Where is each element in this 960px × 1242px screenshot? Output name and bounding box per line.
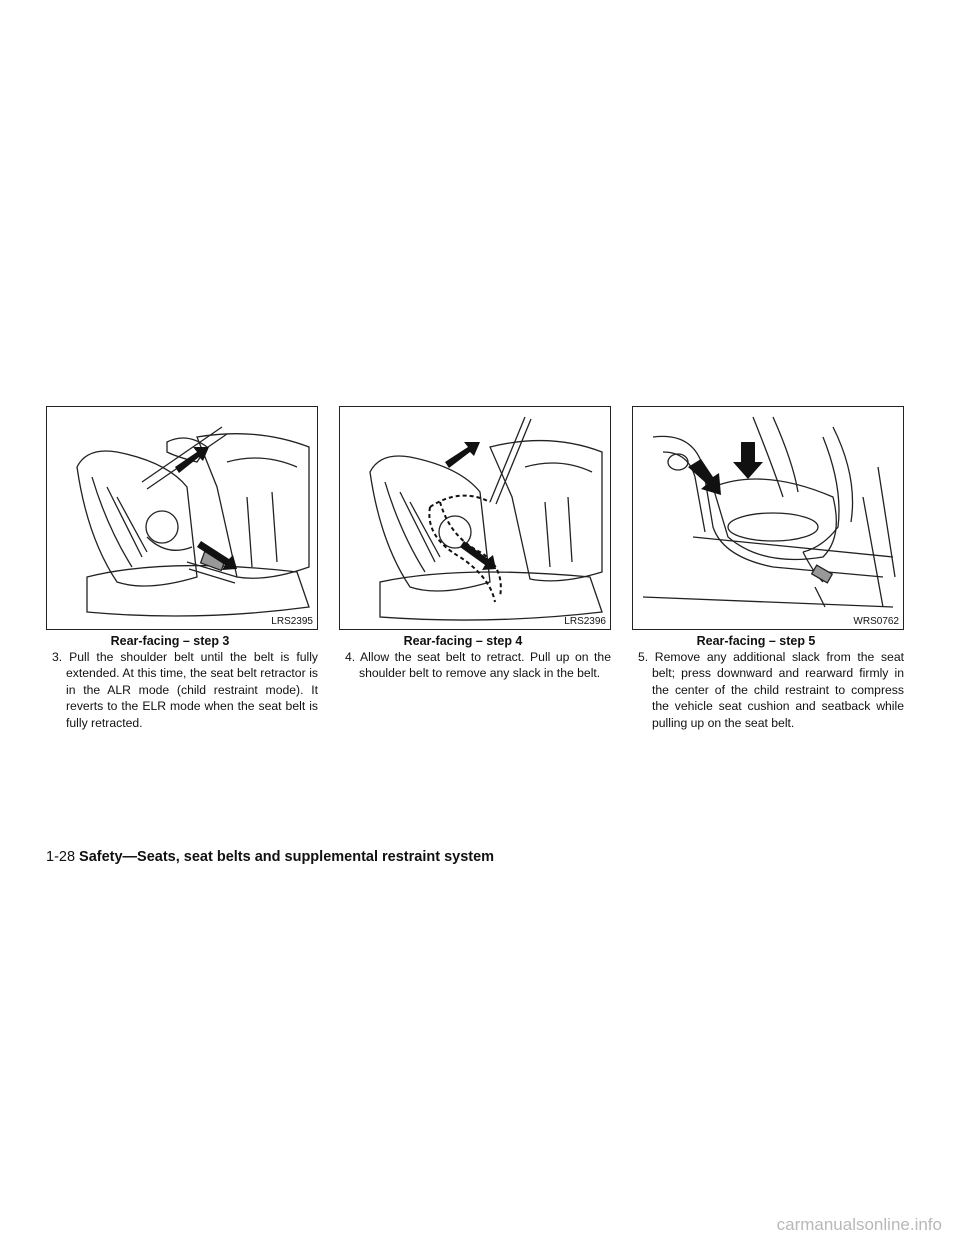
page-number: 1-28 [46, 849, 76, 865]
figure-caption: Rear-facing – step 4 [403, 634, 523, 648]
illustration-step-4 [339, 406, 611, 630]
rear-facing-step-5-drawing [633, 407, 903, 629]
step-4-text: 4. Allow the seat belt to retract. Pull up on the shoulder belt to remove any slack in the belt. [345, 650, 611, 681]
figure-column-step-4 [339, 406, 611, 682]
figure-code: LRS2395 [271, 616, 313, 627]
figure-code: LRS2396 [564, 616, 606, 627]
rear-facing-step-4-drawing [340, 407, 610, 629]
figure-column-step-5 [632, 406, 904, 731]
watermark-text[interactable]: carmanualsonline.info [776, 1215, 942, 1234]
figure-code: WRS0762 [853, 616, 899, 627]
rear-facing-step-3-drawing [47, 407, 317, 629]
illustration-step-5 [632, 406, 904, 630]
page-footer [46, 849, 494, 865]
section-title: Safety—Seats, seat belts and supplemental restraint system [79, 849, 495, 865]
illustration-step-3 [46, 406, 318, 630]
figure-column-step-3 [46, 406, 318, 731]
figure-caption: Rear-facing – step 5 [696, 634, 816, 648]
step-3-text: 3. Pull the shoulder belt until the belt is fully extended. At this time, the seat belt retractor is in the ALR mode (child restraint mode). It reverts to the ELR mode when the seat belt is fully retracted. [52, 650, 318, 730]
step-5-text: 5. Remove any additional slack from the seat belt; press downward and rearward firmly in the center of the child restraint to compress the vehicle seat cushion and seatback while pulling up on the seat belt. [638, 650, 904, 730]
figure-caption: Rear-facing – step 3 [110, 634, 230, 648]
